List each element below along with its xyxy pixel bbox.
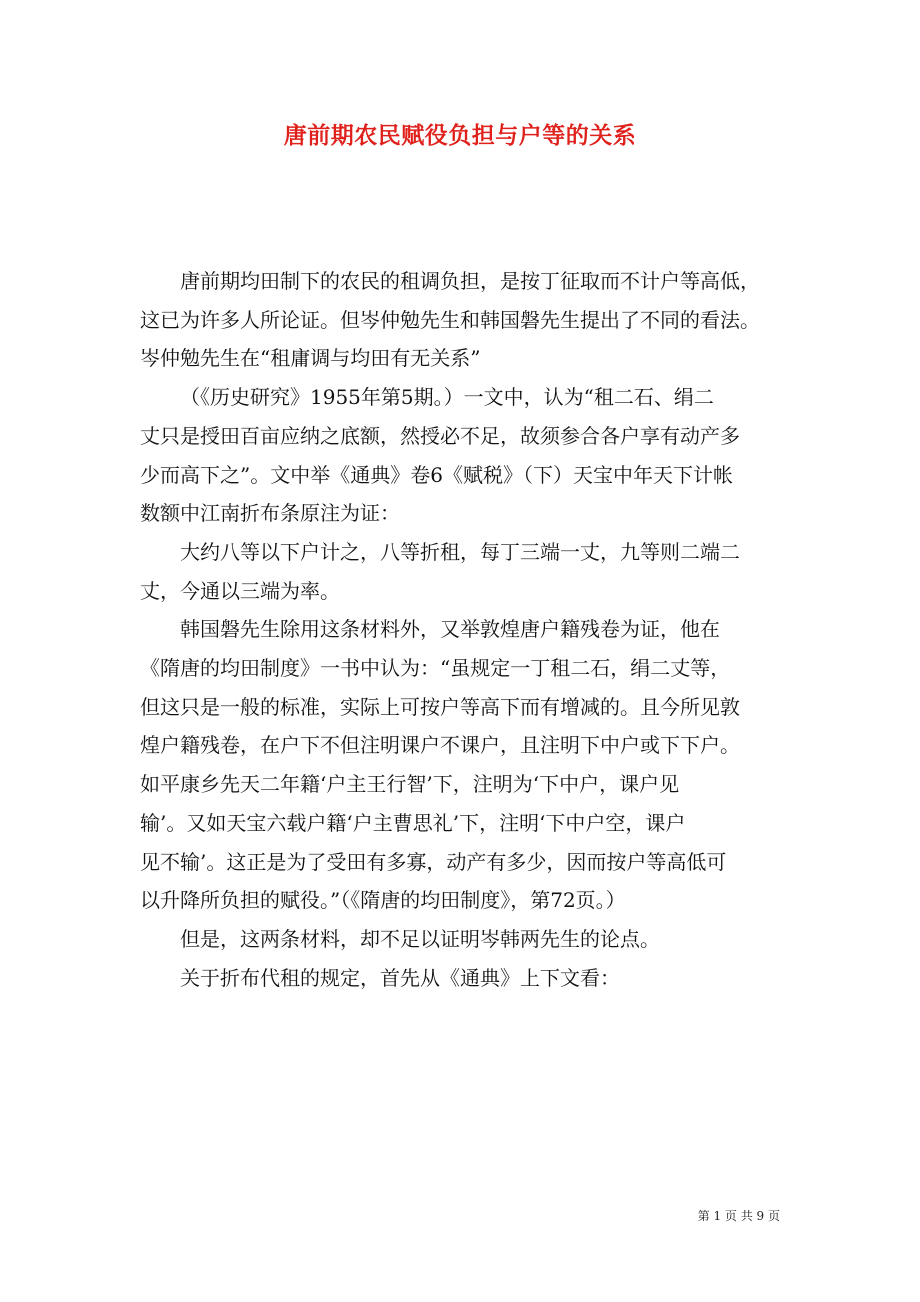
page-number: 第 1 页 共 9 页	[697, 1209, 780, 1223]
document-body	[140, 262, 785, 997]
page-title: 唐前期农民赋役负担与户等的关系	[283, 122, 637, 149]
paragraph: 大约八等以下户计之，八等折租，每丁三端一丈，九等则二端二 丈，今通以三端为率。	[140, 539, 740, 603]
paragraph: 关于折布代租的规定，首先从《通典》上下文看：	[180, 965, 620, 990]
paragraph: 唐前期均田制下的农民的租调负担，是按丁征取而不计户等高低， 这已为许多人所论证。但岑仲勉先生和韩国磐先生提出了不同的看法。 岑仲勉先生在“租庸调与均田有无关系”	[140, 269, 760, 371]
paragraph: （《历史研究》1955年第5期。）一文中，认为“租二石、绢二 丈只是授田百亩应纳之底额，然授必不足，故须参合各户享有动产多 少而高下之”。文中举《通典》卷6《赋税》（下）天宝中年天下计帐 数额中江南折布条原注为证：	[140, 385, 740, 526]
paragraph: 韩国磐先生除用这条材料外，又举敦煌唐户籍残卷为证，他在 《隋唐的均田制度》一书中认为：“虽规定一丁租二石，绢二丈等， 但这只是一般的标准，实际上可按户等高下而有增减的。且今所见敦 煌户籍残卷，在户下不但注明课户不课户，且注明下中户或下下户。 如平康乡先天二年籍‘户主王行智’下，注明为‘下中户，课户见 输’。又如天宝六载户籍‘户主曹思礼’下，注明‘下中户空，课户 见不输’。这正是为了受田有多寡，动产有多少，因而按户等高低可 以升降所负担的赋役。”（《隋唐的均田制度》，第72页。）	[140, 617, 740, 913]
paragraph: 但是，这两条材料，却不足以证明岑韩两先生的论点。	[180, 926, 660, 951]
